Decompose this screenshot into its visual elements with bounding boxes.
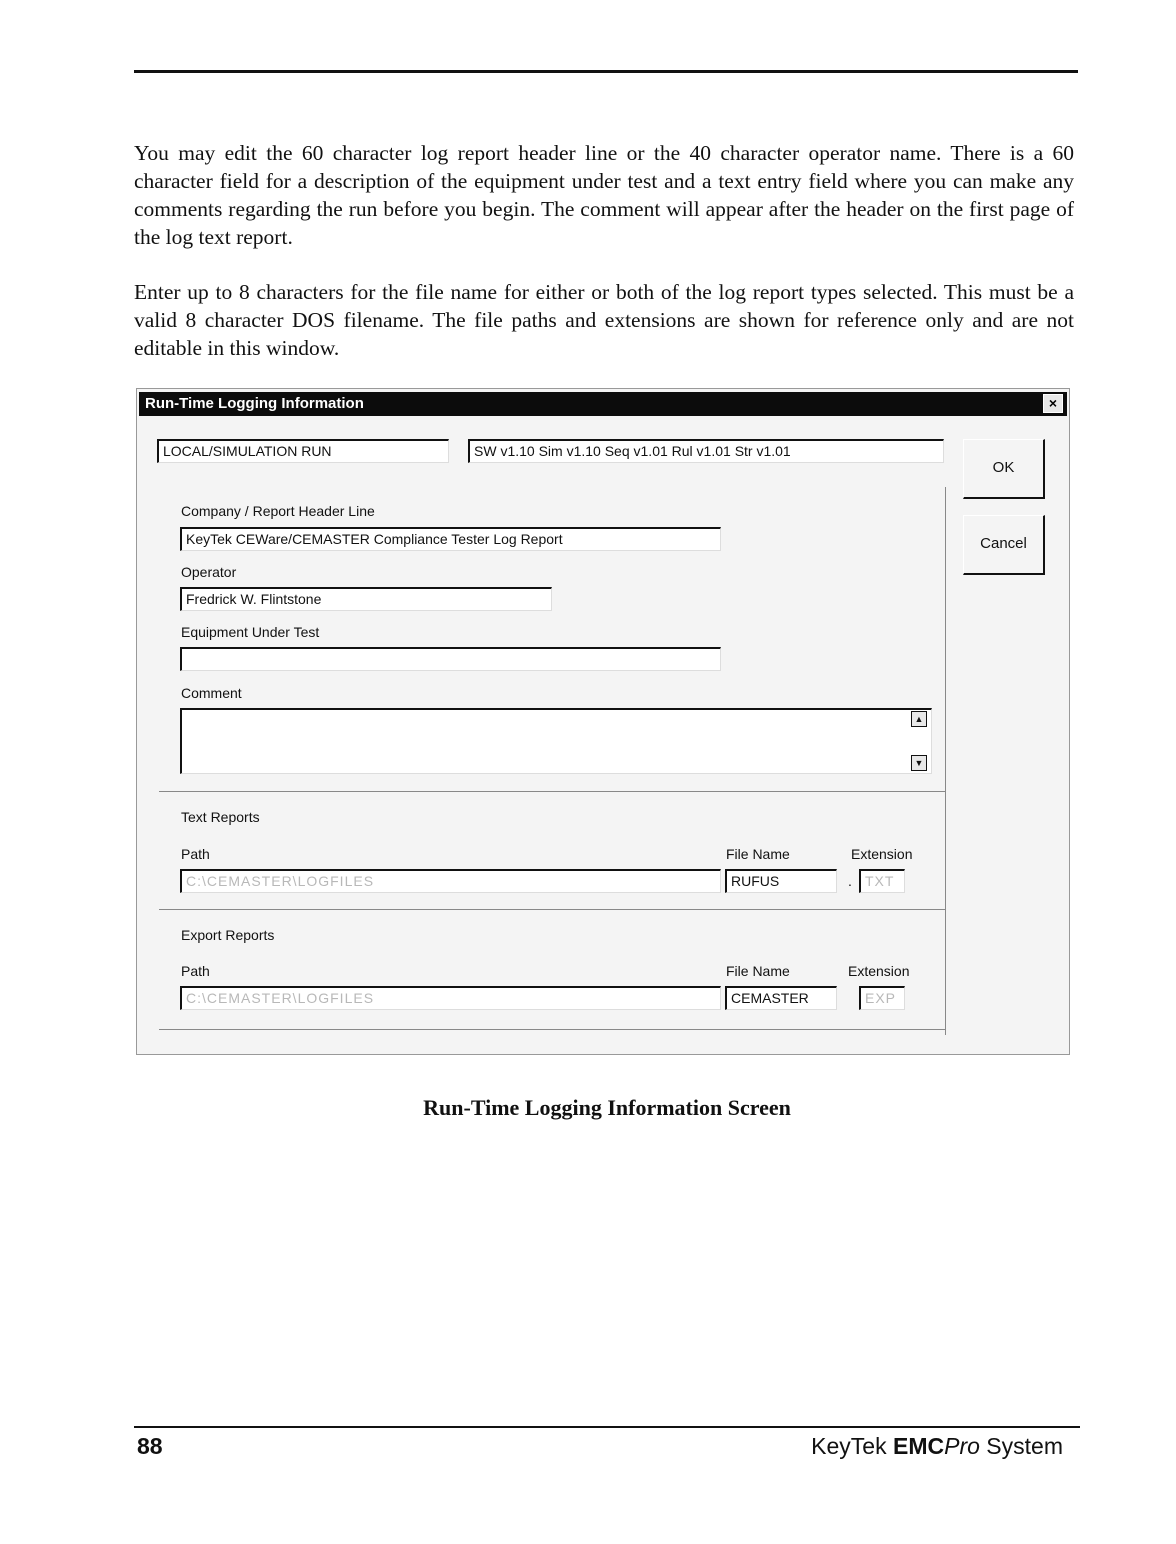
footer-brand [811, 1433, 1063, 1460]
footer-brand-name: KeyTek [811, 1433, 893, 1459]
main-panel-right-edge [945, 487, 946, 1035]
text-file-name-input[interactable]: RUFUS [725, 869, 837, 893]
text-extension-field: TXT [859, 869, 905, 893]
ok-button[interactable]: OK [963, 439, 1045, 499]
export-extension-field: EXP [859, 986, 905, 1010]
footer-product-bold: EMC [893, 1433, 945, 1459]
top-rule [134, 70, 1078, 73]
page-number: 88 [137, 1433, 163, 1459]
bottom-rule [134, 1426, 1080, 1428]
export-file-name-input[interactable]: CEMASTER [725, 986, 837, 1010]
text-file-name-label: File Name [726, 846, 790, 862]
export-reports-divider [159, 909, 945, 910]
dialog-titlebar[interactable] [139, 392, 1067, 416]
version-info-field: SW v1.10 Sim v1.10 Seq v1.01 Rul v1.01 Str v1.01 [468, 439, 944, 463]
cancel-button[interactable]: Cancel [963, 515, 1045, 575]
header-line-input[interactable]: KeyTek CEWare/CEMASTER Compliance Tester Log Report [180, 527, 721, 551]
paragraph-file-names: Enter up to 8 characters for the file name for either or both of the log report types selected. This must be a valid 8 character DOS filename. The file paths and extensions are shown for reference only and are not editable in this window. [134, 280, 1074, 360]
close-icon[interactable]: × [1043, 394, 1063, 413]
export-path-label: Path [181, 963, 210, 979]
operator-label: Operator [181, 564, 237, 580]
header-line-label: Company / Report Header Line [181, 503, 375, 519]
equipment-label: Equipment Under Test [181, 624, 320, 640]
footer-product-italic: Pro [944, 1433, 980, 1459]
export-file-name-label: File Name [726, 963, 790, 979]
footer-suffix: System [979, 1433, 1063, 1459]
text-path-label: Path [181, 846, 210, 862]
comment-textarea[interactable] [180, 708, 932, 774]
text-path-field: C:\CEMASTER\LOGFILES [180, 869, 721, 893]
text-extension-label: Extension [851, 846, 913, 862]
export-reports-title: Export Reports [181, 927, 275, 943]
figure-caption: Run-Time Logging Information Screen [423, 1095, 791, 1120]
bottom-panel-line [159, 1029, 945, 1030]
export-path-field: C:\CEMASTER\LOGFILES [180, 986, 721, 1010]
operator-input[interactable]: Fredrick W. Flintstone [180, 587, 552, 611]
comment-label: Comment [181, 685, 242, 701]
scroll-up-icon[interactable]: ▲ [911, 711, 927, 727]
paragraph-header-fields: You may edit the 60 character log report header line or the 40 character operator name. There is a 60 character field for a description of the equipment under test and a text entry field where you can make any comments regarding the run before you begin. The comment will appear after the header on the first page of the log text report. [134, 141, 1074, 249]
export-extension-label: Extension [848, 963, 910, 979]
scroll-down-icon[interactable]: ▼ [911, 755, 927, 771]
dialog-title: Run-Time Logging Information [145, 395, 364, 412]
text-reports-divider [159, 791, 945, 792]
text-reports-title: Text Reports [181, 809, 260, 825]
run-mode-field: LOCAL/SIMULATION RUN [157, 439, 449, 463]
run-time-logging-dialog [136, 388, 1070, 1055]
equipment-input[interactable] [180, 647, 721, 671]
text-extension-dot: . [848, 873, 852, 889]
